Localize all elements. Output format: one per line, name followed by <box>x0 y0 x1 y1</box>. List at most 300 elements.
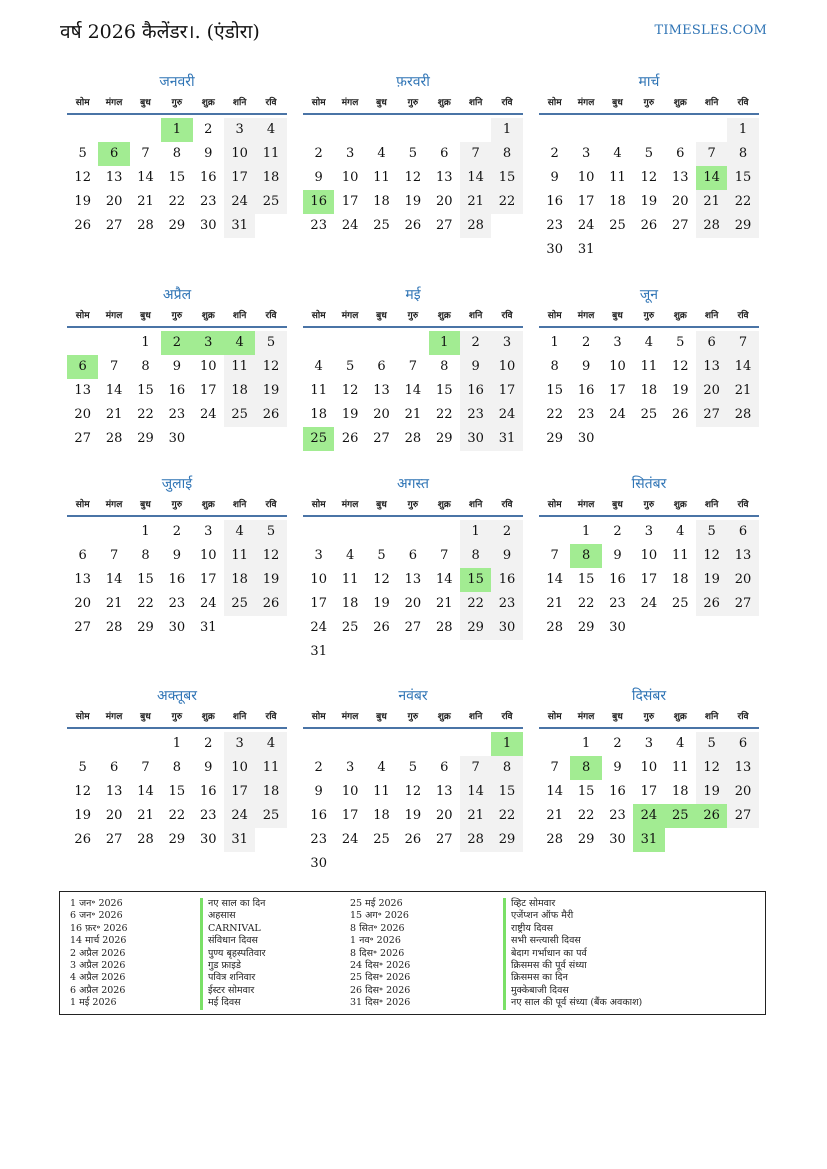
day-cell: 27 <box>671 218 689 233</box>
weekday-label: गुरु <box>407 98 419 108</box>
day-cell: 13 <box>105 784 123 799</box>
day-cell: 3 <box>314 548 323 563</box>
day-cell: 29 <box>577 620 595 635</box>
day-cell: 28 <box>105 620 123 635</box>
site-link[interactable]: TIMESLES.COM <box>654 23 767 38</box>
day-cell: 22 <box>137 407 154 422</box>
day-cell: 25 <box>224 403 255 427</box>
weekday-label: बुध <box>140 500 151 510</box>
day-cell: 30 <box>168 620 186 635</box>
day-cell: 29 <box>546 431 563 446</box>
empty-cell <box>334 520 365 544</box>
legend-dates-column-1 <box>70 898 128 1010</box>
day-cell: 3 <box>345 760 355 775</box>
month-name: नवंबर <box>398 688 428 704</box>
weekday-label: बुध <box>612 98 623 108</box>
weekday-label: सोम <box>311 98 326 108</box>
day-cell: 24 <box>491 403 522 427</box>
day-cell: 6 <box>109 760 119 775</box>
weekday-label: शनि <box>704 500 719 510</box>
empty-cell <box>460 732 491 756</box>
day-grid <box>67 732 287 852</box>
day-cell: 6 <box>440 146 449 161</box>
weekday-label: शनि <box>232 500 247 510</box>
day-cell: 27 <box>373 431 390 446</box>
day-cell: 29 <box>168 218 186 233</box>
day-cell: 10 <box>224 142 255 166</box>
empty-cell <box>366 118 397 142</box>
weekday-label: सोम <box>311 311 326 321</box>
weekday-header <box>303 495 523 517</box>
legend-date: 8 दिस॰ 2026 <box>350 947 405 959</box>
weekday-label: बुध <box>376 712 387 722</box>
weekday-label: सोम <box>311 500 326 510</box>
month-block <box>67 71 287 238</box>
legend-holiday-name: बेदाग गर्भाधान का पर्व <box>503 948 642 960</box>
day-cell: 23 <box>546 218 563 233</box>
month-name: मार्च <box>638 74 660 90</box>
legend-date: 1 जन॰ 2026 <box>70 898 123 909</box>
day-cell: 1 <box>161 118 192 142</box>
day-cell: 26 <box>671 407 689 422</box>
day-cell: 6 <box>727 732 758 756</box>
day-cell: 26 <box>404 832 422 847</box>
day-cell: 13 <box>74 572 91 587</box>
day-cell: 13 <box>727 756 758 780</box>
day-cell: 5 <box>78 146 87 161</box>
day-cell: 3 <box>491 331 522 355</box>
day-cell: 26 <box>255 592 286 616</box>
month-name: अगस्त <box>396 476 429 492</box>
month-block <box>539 71 759 262</box>
day-cell: 17 <box>199 572 217 587</box>
day-cell: 9 <box>613 760 622 775</box>
legend-holiday-name: अहसास <box>200 910 266 922</box>
day-cell: 25 <box>255 804 286 828</box>
day-cell: 20 <box>404 596 422 611</box>
day-cell: 4 <box>644 335 653 350</box>
day-cell: 25 <box>671 596 689 611</box>
weekday-label: बुध <box>376 98 387 108</box>
day-cell: 19 <box>404 194 422 209</box>
empty-cell <box>303 331 334 355</box>
day-cell: 22 <box>168 808 186 823</box>
day-cell: 11 <box>255 756 286 780</box>
legend-date: 1 नव॰ 2026 <box>350 935 401 947</box>
legend-holiday-name: संविधान दिवस <box>200 935 266 947</box>
day-cell: 6 <box>377 359 386 374</box>
day-cell: 27 <box>435 832 453 847</box>
day-cell: 14 <box>546 784 563 799</box>
empty-cell <box>570 118 601 142</box>
day-cell: 7 <box>440 548 449 563</box>
day-cell: 26 <box>74 832 91 847</box>
weekday-label: रवि <box>501 98 513 108</box>
day-cell: 14 <box>435 572 453 587</box>
empty-cell <box>98 118 129 142</box>
weekday-label: गुरु <box>171 98 183 108</box>
day-cell: 7 <box>109 359 119 374</box>
empty-cell <box>397 118 428 142</box>
weekday-label: शुक्र <box>201 98 215 108</box>
day-cell: 20 <box>435 194 453 209</box>
day-cell: 19 <box>640 194 658 209</box>
day-cell: 23 <box>577 407 595 422</box>
day-cell: 10 <box>341 170 359 185</box>
day-cell: 23 <box>310 832 327 847</box>
day-cell: 31 <box>491 427 522 451</box>
legend-names-column-1 <box>200 898 266 1010</box>
legend-dates-column-2 <box>350 898 410 1010</box>
day-cell: 28 <box>105 431 123 446</box>
day-cell: 24 <box>199 407 217 422</box>
legend-holiday-name: मुक्केबाजी दिवस <box>503 985 642 997</box>
day-cell: 19 <box>74 808 91 823</box>
weekday-label: मंगल <box>577 311 595 321</box>
day-cell: 11 <box>671 760 689 775</box>
day-cell: 14 <box>105 572 123 587</box>
weekday-label: मंगल <box>577 98 595 108</box>
day-cell: 31 <box>224 214 255 238</box>
month-name: दिसंबर <box>631 688 667 704</box>
day-cell: 20 <box>105 194 123 209</box>
day-cell: 28 <box>546 832 563 847</box>
day-cell: 13 <box>373 383 390 398</box>
day-cell: 20 <box>105 808 123 823</box>
weekday-label: गुरु <box>171 712 183 722</box>
day-cell: 22 <box>577 596 595 611</box>
month-name: मई <box>405 287 421 303</box>
weekday-label: सोम <box>547 98 562 108</box>
empty-cell <box>334 732 365 756</box>
day-cell: 18 <box>255 166 286 190</box>
weekday-label: बुध <box>140 98 151 108</box>
day-cell: 24 <box>609 407 626 422</box>
day-cell: 3 <box>644 524 653 539</box>
weekday-label: मंगल <box>341 500 359 510</box>
empty-cell <box>98 331 129 355</box>
weekday-label: बुध <box>376 311 387 321</box>
weekday-label: शनि <box>232 712 247 722</box>
day-cell: 21 <box>460 804 491 828</box>
day-cell: 30 <box>199 218 217 233</box>
month-name: अप्रैल <box>162 287 192 303</box>
day-grid <box>67 118 287 238</box>
day-cell: 6 <box>67 355 98 379</box>
day-cell: 26 <box>640 218 658 233</box>
day-cell: 16 <box>577 383 595 398</box>
day-cell: 1 <box>491 732 522 756</box>
weekday-label: बुध <box>140 712 151 722</box>
day-cell: 20 <box>671 194 689 209</box>
day-cell: 2 <box>581 335 591 350</box>
day-cell: 17 <box>640 784 658 799</box>
day-cell: 8 <box>491 142 522 166</box>
day-cell: 11 <box>671 548 689 563</box>
legend-date: 25 दिस॰ 2026 <box>350 972 411 984</box>
day-cell: 11 <box>310 383 327 398</box>
day-cell: 23 <box>168 407 186 422</box>
day-cell: 19 <box>255 379 286 403</box>
legend-date: 3 अप्रैल 2026 <box>70 959 126 971</box>
day-cell: 22 <box>546 407 563 422</box>
day-cell: 26 <box>255 403 286 427</box>
day-cell: 1 <box>581 736 591 751</box>
day-cell: 7 <box>460 756 491 780</box>
day-cell: 21 <box>435 596 453 611</box>
empty-cell <box>539 118 570 142</box>
day-cell: 21 <box>696 190 727 214</box>
weekday-label: बुध <box>612 311 623 321</box>
day-cell: 6 <box>78 548 87 563</box>
weekday-header <box>303 93 523 115</box>
day-cell: 4 <box>676 736 685 751</box>
day-cell: 12 <box>74 170 91 185</box>
day-cell: 18 <box>609 194 626 209</box>
day-cell: 27 <box>105 218 123 233</box>
day-cell: 21 <box>460 190 491 214</box>
day-cell: 15 <box>546 383 563 398</box>
weekday-label: मंगल <box>341 98 359 108</box>
day-cell: 15 <box>577 572 595 587</box>
day-cell: 27 <box>696 403 727 427</box>
weekday-label: शनि <box>468 500 483 510</box>
month-block <box>303 284 523 451</box>
day-cell: 28 <box>137 832 154 847</box>
day-cell: 4 <box>255 118 286 142</box>
day-cell: 27 <box>74 431 91 446</box>
day-cell: 15 <box>137 383 154 398</box>
day-cell: 7 <box>696 142 727 166</box>
day-cell: 12 <box>74 784 91 799</box>
day-cell: 5 <box>696 732 727 756</box>
day-cell: 8 <box>727 142 758 166</box>
day-cell: 29 <box>577 832 595 847</box>
day-cell: 12 <box>640 170 658 185</box>
day-cell: 3 <box>224 732 255 756</box>
day-cell: 17 <box>199 383 217 398</box>
weekday-label: बुध <box>140 311 151 321</box>
empty-cell <box>460 118 491 142</box>
weekday-label: शुक्र <box>437 712 451 722</box>
empty-cell <box>397 732 428 756</box>
legend-names-column-2 <box>503 898 642 1010</box>
day-cell: 2 <box>613 524 622 539</box>
day-cell: 8 <box>172 146 181 161</box>
day-cell: 7 <box>550 548 559 563</box>
day-cell: 29 <box>460 616 491 640</box>
month-name: जनवरी <box>159 74 195 90</box>
day-cell: 13 <box>435 170 453 185</box>
day-cell: 13 <box>105 170 123 185</box>
day-cell: 15 <box>491 166 522 190</box>
day-cell: 9 <box>491 544 522 568</box>
day-cell: 12 <box>255 544 286 568</box>
day-cell: 11 <box>224 355 255 379</box>
day-cell: 28 <box>460 828 491 852</box>
day-cell: 18 <box>224 568 255 592</box>
month-block <box>303 473 523 664</box>
day-cell: 1 <box>172 736 181 751</box>
day-cell: 19 <box>696 780 727 804</box>
day-cell: 30 <box>199 832 217 847</box>
legend-date: 25 मई 2026 <box>350 898 403 909</box>
legend-holiday-name: क्रिसमस का दिन <box>503 972 642 984</box>
day-cell: 10 <box>224 756 255 780</box>
day-cell: 2 <box>161 331 192 355</box>
month-name: फ़रवरी <box>396 74 430 90</box>
day-cell: 20 <box>74 596 91 611</box>
weekday-label: गुरु <box>407 712 419 722</box>
day-cell: 4 <box>224 520 255 544</box>
weekday-label: गुरु <box>171 311 183 321</box>
legend-holiday-name: एजेंप्शन ऑफ मैरी <box>503 910 642 922</box>
day-cell: 24 <box>633 804 664 828</box>
empty-cell <box>539 520 570 544</box>
day-cell: 9 <box>204 760 213 775</box>
day-cell: 15 <box>168 784 186 799</box>
day-cell: 23 <box>609 596 626 611</box>
legend-holiday-name: सभी सन्त्यासी दिवस <box>503 935 642 947</box>
day-cell: 22 <box>435 407 453 422</box>
day-cell: 7 <box>109 548 119 563</box>
day-cell: 20 <box>74 407 91 422</box>
day-cell: 13 <box>727 544 758 568</box>
day-cell: 24 <box>640 596 658 611</box>
day-cell: 4 <box>613 146 622 161</box>
day-cell: 28 <box>435 620 453 635</box>
empty-cell <box>67 118 98 142</box>
day-cell: 8 <box>141 359 150 374</box>
weekday-label: शुक्र <box>201 712 215 722</box>
day-cell: 6 <box>98 142 129 166</box>
day-cell: 15 <box>168 170 186 185</box>
day-cell: 28 <box>696 214 727 238</box>
day-cell: 6 <box>676 146 685 161</box>
day-cell: 11 <box>373 170 390 185</box>
day-cell: 1 <box>141 335 150 350</box>
day-cell: 21 <box>105 407 123 422</box>
day-cell: 2 <box>550 146 559 161</box>
day-cell: 31 <box>633 828 664 852</box>
day-cell: 31 <box>577 242 595 257</box>
day-cell: 5 <box>377 548 386 563</box>
weekday-label: शनि <box>232 311 247 321</box>
day-cell: 9 <box>314 170 323 185</box>
day-cell: 24 <box>577 218 595 233</box>
empty-cell <box>303 520 334 544</box>
day-grid <box>67 520 287 640</box>
day-cell: 14 <box>404 383 422 398</box>
day-cell: 7 <box>550 760 559 775</box>
day-cell: 23 <box>491 592 522 616</box>
legend-holiday-name: पवित्र शनिवार <box>200 972 266 984</box>
day-cell: 30 <box>310 856 327 871</box>
day-cell: 20 <box>435 808 453 823</box>
day-cell: 17 <box>341 194 359 209</box>
weekday-label: रवि <box>501 500 513 510</box>
day-cell: 24 <box>224 190 255 214</box>
day-cell: 12 <box>255 355 286 379</box>
day-cell: 31 <box>224 828 255 852</box>
day-cell: 10 <box>310 572 327 587</box>
day-cell: 17 <box>341 808 359 823</box>
day-cell: 15 <box>577 784 595 799</box>
day-cell: 1 <box>727 118 758 142</box>
empty-cell <box>397 520 428 544</box>
day-cell: 14 <box>727 355 758 379</box>
day-cell: 18 <box>373 194 390 209</box>
day-grid <box>303 331 523 451</box>
day-cell: 29 <box>137 620 154 635</box>
legend-holiday-name: पुण्य बृहस्पतिवार <box>200 948 266 960</box>
weekday-label: रवि <box>265 500 277 510</box>
day-cell: 27 <box>74 620 91 635</box>
day-cell: 4 <box>377 146 386 161</box>
day-cell: 2 <box>314 760 323 775</box>
day-grid <box>539 118 759 262</box>
day-cell: 8 <box>460 544 491 568</box>
day-cell: 12 <box>404 784 422 799</box>
weekday-label: शुक्र <box>437 311 451 321</box>
day-cell: 30 <box>491 616 522 640</box>
day-cell: 16 <box>609 572 626 587</box>
day-cell: 8 <box>570 544 601 568</box>
day-cell: 25 <box>640 407 658 422</box>
weekday-label: बुध <box>612 500 623 510</box>
day-grid <box>67 331 287 451</box>
weekday-label: शनि <box>704 712 719 722</box>
day-cell: 12 <box>404 170 422 185</box>
day-cell: 1 <box>141 524 150 539</box>
day-cell: 7 <box>727 331 758 355</box>
day-cell: 25 <box>665 804 696 828</box>
weekday-label: बुध <box>612 712 623 722</box>
day-cell: 22 <box>491 190 522 214</box>
day-grid <box>539 520 759 640</box>
legend-date: 8 सित॰ 2026 <box>350 922 405 934</box>
day-cell: 14 <box>105 383 123 398</box>
weekday-label: मंगल <box>577 500 595 510</box>
day-cell: 7 <box>460 142 491 166</box>
day-cell: 28 <box>546 620 563 635</box>
day-cell: 10 <box>341 784 359 799</box>
day-cell: 22 <box>727 190 758 214</box>
weekday-header <box>539 495 759 517</box>
day-cell: 21 <box>137 808 154 823</box>
weekday-label: मंगल <box>105 500 123 510</box>
empty-cell <box>429 520 460 544</box>
legend-holiday-name: CARNIVAL <box>200 923 266 935</box>
empty-cell <box>130 118 161 142</box>
month-block <box>539 685 759 852</box>
weekday-label: शुक्र <box>673 311 687 321</box>
weekday-label: सोम <box>75 712 90 722</box>
day-cell: 9 <box>314 784 323 799</box>
day-cell: 25 <box>341 620 359 635</box>
empty-cell <box>665 118 696 142</box>
legend-date: 16 फ़र॰ 2026 <box>70 922 128 934</box>
month-block <box>539 284 759 451</box>
day-cell: 26 <box>74 218 91 233</box>
day-grid <box>303 520 523 664</box>
legend-date: 26 दिस॰ 2026 <box>350 984 411 996</box>
day-cell: 6 <box>696 331 727 355</box>
day-cell: 1 <box>429 331 460 355</box>
day-cell: 17 <box>310 596 327 611</box>
day-cell: 24 <box>341 832 359 847</box>
day-cell: 12 <box>696 544 727 568</box>
